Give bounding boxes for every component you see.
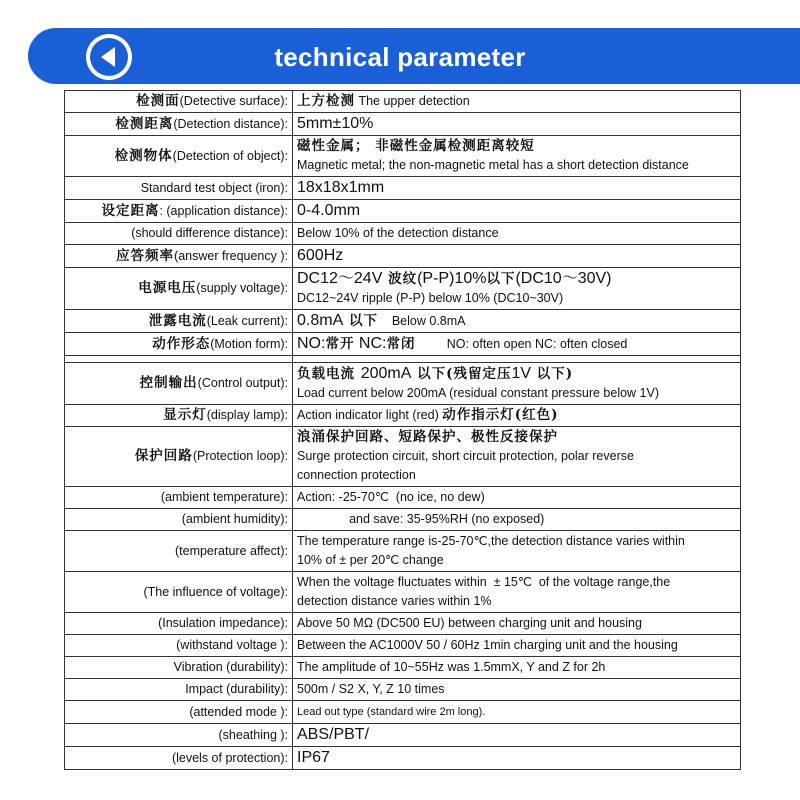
value-text: Load current below 200mA (residual constant pressure below 1V) (297, 386, 660, 400)
value-text: (P-P)10% (417, 270, 487, 287)
row-label-en: (temperature affect): (174, 543, 288, 558)
row-label (65, 136, 293, 177)
table-row (65, 679, 741, 701)
value-text: (DC10～30V) (515, 270, 612, 287)
value-line (297, 614, 736, 633)
value-text: Below 10% of the detection distance (297, 226, 499, 240)
row-label-en: (ambient temperature): (160, 490, 288, 504)
row-label-cn: 电源电压 (138, 280, 197, 296)
table-row (65, 363, 741, 405)
row-value (293, 91, 741, 113)
row-label (65, 310, 293, 333)
row-label-en: Impact (durability): (185, 682, 288, 696)
value-text: 1V (511, 365, 532, 382)
row-label-cn: 动作形态 (152, 335, 211, 352)
value-text: Below 0.8mA (377, 314, 466, 328)
table-row (65, 572, 741, 613)
row-label-en: (answer frequency ): (174, 248, 288, 263)
value-text: 以下 (343, 313, 378, 329)
table-row (65, 91, 741, 113)
value-text: 浪涌保护回路、短路保护、极性反接保护 (297, 429, 558, 445)
row-label-en: (Detective surface): (179, 94, 288, 108)
value-text: Action indicator light (red) (297, 408, 443, 422)
row-label-cn: 应答频率 (116, 247, 175, 264)
row-label (65, 747, 293, 770)
table-row (65, 531, 741, 572)
value-line (297, 289, 736, 308)
value-line (297, 592, 736, 611)
value-line (297, 702, 736, 722)
row-label (65, 200, 293, 223)
value-text: 0-4.0mm (297, 202, 361, 219)
value-text: Above 50 MΩ (DC500 EU) between charging unit and housing (297, 616, 642, 630)
row-value (293, 487, 741, 509)
row-value (293, 310, 741, 333)
page-title: technical parameter (274, 42, 526, 72)
value-line (297, 658, 736, 677)
value-text: 600Hz (297, 247, 344, 264)
value-line (297, 114, 736, 134)
row-value (293, 701, 741, 724)
row-label-en: Standard test object (iron): (140, 180, 288, 195)
value-line (297, 384, 736, 403)
row-value (293, 679, 741, 701)
row-label-en: (Leak current): (206, 313, 288, 328)
row-value (293, 509, 741, 531)
page-header (0, 0, 800, 90)
row-label-en: (Protection loop): (192, 449, 288, 463)
row-label (65, 613, 293, 635)
value-text: 18x18x1mm (297, 179, 385, 196)
row-label (65, 333, 293, 356)
value-text: DC12～24V (297, 270, 383, 287)
table-row (65, 635, 741, 657)
row-label (65, 405, 293, 427)
spec-table (64, 90, 741, 770)
value-text: When the voltage fluctuates within ± 15℃ of the voltage range,the (297, 575, 671, 589)
row-value (293, 363, 741, 405)
table-row (65, 310, 741, 333)
row-value (293, 136, 741, 177)
row-label (65, 177, 293, 200)
value-text: Between the AC1000V 50 / 60Hz 1min charging unit and the housing (297, 638, 678, 652)
value-text: The upper detection (355, 94, 470, 108)
value-line (297, 246, 736, 266)
value-line (297, 447, 736, 466)
row-label-cn: 设定距离 (101, 202, 160, 219)
value-text: DC12~24V ripple (P-P) below 10% (DC10~30V) (297, 291, 564, 305)
value-line (297, 551, 736, 570)
row-label-cn: 保护回路 (134, 448, 193, 464)
value-text: NC: (354, 335, 387, 352)
value-text: NO: (297, 335, 326, 352)
row-label-cn: 检测距离 (115, 115, 174, 132)
value-text: Action: -25-70℃ (no ice, no dew) (297, 490, 485, 504)
value-text: NO: often open NC: often closed (415, 337, 628, 351)
value-text: Lead out type (standard wire 2m long). (297, 706, 486, 718)
table-row (65, 427, 741, 487)
row-label (65, 113, 293, 136)
value-line (297, 224, 736, 243)
value-line (297, 748, 736, 768)
value-text: 磁性金属； 非磁性金属检测距离较短 (297, 138, 535, 154)
value-text: 200mA (360, 365, 412, 382)
row-value (293, 200, 741, 223)
value-text: 以下) (531, 366, 574, 382)
row-label-en: (Motion form): (210, 336, 288, 351)
value-line (297, 466, 736, 485)
row-label (65, 91, 293, 113)
row-label-en: (withstand voltage ): (176, 638, 288, 652)
table-row (65, 136, 741, 177)
value-text: 常闭 (386, 336, 416, 352)
value-line (297, 428, 736, 447)
row-label (65, 679, 293, 701)
value-text: Magnetic metal; the non-magnetic metal has a short detection distance (297, 158, 689, 172)
value-line (297, 269, 736, 289)
value-line (297, 311, 736, 331)
row-value (293, 635, 741, 657)
row-label (65, 487, 293, 509)
value-line (297, 334, 736, 354)
row-label-en: (attended mode ): (189, 704, 288, 719)
row-value (293, 613, 741, 635)
value-text: 波纹 (382, 271, 418, 287)
row-label (65, 572, 293, 613)
value-text: 0.8mA (297, 312, 344, 329)
value-line (297, 636, 736, 655)
row-label-en: (should difference distance): (131, 226, 288, 240)
row-label-cn: 检测面 (136, 93, 180, 109)
table-row (65, 223, 741, 245)
row-value (293, 113, 741, 136)
row-label (65, 509, 293, 531)
row-label-en: (levels of protection): (171, 750, 288, 765)
value-text: 500m / S2 X, Y, Z 10 times (297, 682, 445, 696)
value-text: The amplitude of 10~55Hz was 1.5mmX, Y and Z for 2h (297, 660, 606, 674)
back-arrow-icon (101, 47, 115, 67)
row-label-cn: 泄露电流 (148, 312, 207, 329)
row-value (293, 177, 741, 200)
back-button-circle (90, 38, 128, 76)
row-value (293, 427, 741, 487)
row-label-cn: 检测物体 (114, 147, 173, 164)
value-line (297, 532, 736, 551)
value-text: 以下 (486, 271, 516, 287)
row-value (293, 245, 741, 268)
back-button[interactable] (86, 34, 132, 80)
table-row (65, 200, 741, 223)
row-label (65, 363, 293, 405)
value-line (297, 178, 736, 198)
table-gap (65, 356, 741, 363)
value-text: The temperature range is-25-70℃,the detection distance varies within (297, 534, 685, 548)
table-row (65, 268, 741, 310)
table-row (65, 113, 741, 136)
row-label-en: (Insulation impedance): (158, 616, 288, 630)
value-line (297, 573, 736, 592)
value-text: IP67 (297, 749, 330, 766)
table-row (65, 701, 741, 724)
row-value (293, 333, 741, 356)
row-label (65, 657, 293, 679)
row-label (65, 531, 293, 572)
row-label (65, 701, 293, 724)
value-line (297, 406, 736, 425)
value-text: connection protection (297, 468, 416, 482)
row-label-en: : (application distance): (159, 203, 288, 218)
row-value (293, 724, 741, 747)
row-label-en: (ambient humidity): (181, 512, 288, 526)
value-text: ABS/PBT/ (297, 726, 370, 743)
table-row (65, 657, 741, 679)
table-row (65, 747, 741, 770)
row-label-cn: 显示灯 (163, 407, 207, 423)
row-label-en: (Detection distance): (173, 116, 288, 131)
row-label-en: (sheathing ): (218, 727, 288, 742)
value-line (297, 92, 736, 111)
value-text: detection distance varies within 1% (297, 594, 492, 608)
row-label-en: (display lamp): (206, 408, 288, 422)
value-text: 常开 (325, 336, 355, 352)
row-label-en: (Detection of object): (172, 148, 288, 163)
row-label (65, 223, 293, 245)
value-text: 5mm±10% (297, 115, 374, 132)
value-text: Surge protection circuit, short circuit protection, polar reverse (297, 449, 634, 463)
row-value (293, 572, 741, 613)
row-label-cn: 控制输出 (139, 375, 198, 391)
value-line (297, 488, 736, 507)
row-value (293, 405, 741, 427)
row-value (293, 223, 741, 245)
value-text: 以下(残留定压 (411, 366, 512, 382)
row-value (293, 657, 741, 679)
row-label-en: (Control output): (197, 376, 288, 390)
row-value (293, 531, 741, 572)
row-label (65, 245, 293, 268)
row-label-en: (supply voltage): (196, 281, 288, 295)
row-label (65, 635, 293, 657)
table-row (65, 724, 741, 747)
value-line (297, 725, 736, 745)
value-text: 负载电流 (297, 366, 361, 382)
table-row (65, 487, 741, 509)
value-line (297, 137, 736, 156)
row-label (65, 724, 293, 747)
value-line (297, 364, 736, 384)
table-row (65, 613, 741, 635)
table-row (65, 405, 741, 427)
row-value (293, 747, 741, 770)
row-label-en: (The influence of voltage): (143, 584, 288, 599)
value-text: 10% of ± per 20℃ change (297, 553, 444, 567)
row-label-en: Vibration (durability): (173, 660, 288, 674)
value-line (297, 201, 736, 221)
value-text: and save: 35-95%RH (no exposed) (297, 512, 545, 526)
value-text: 动作指示灯(红色) (442, 407, 559, 423)
value-text: 上方检测 (297, 93, 355, 109)
row-label (65, 268, 293, 310)
value-line (297, 680, 736, 699)
table-row (65, 177, 741, 200)
value-line (297, 510, 736, 529)
table-row (65, 333, 741, 356)
value-line (297, 156, 736, 175)
table-row (65, 509, 741, 531)
row-label (65, 427, 293, 487)
row-value (293, 268, 741, 310)
table-row (65, 245, 741, 268)
